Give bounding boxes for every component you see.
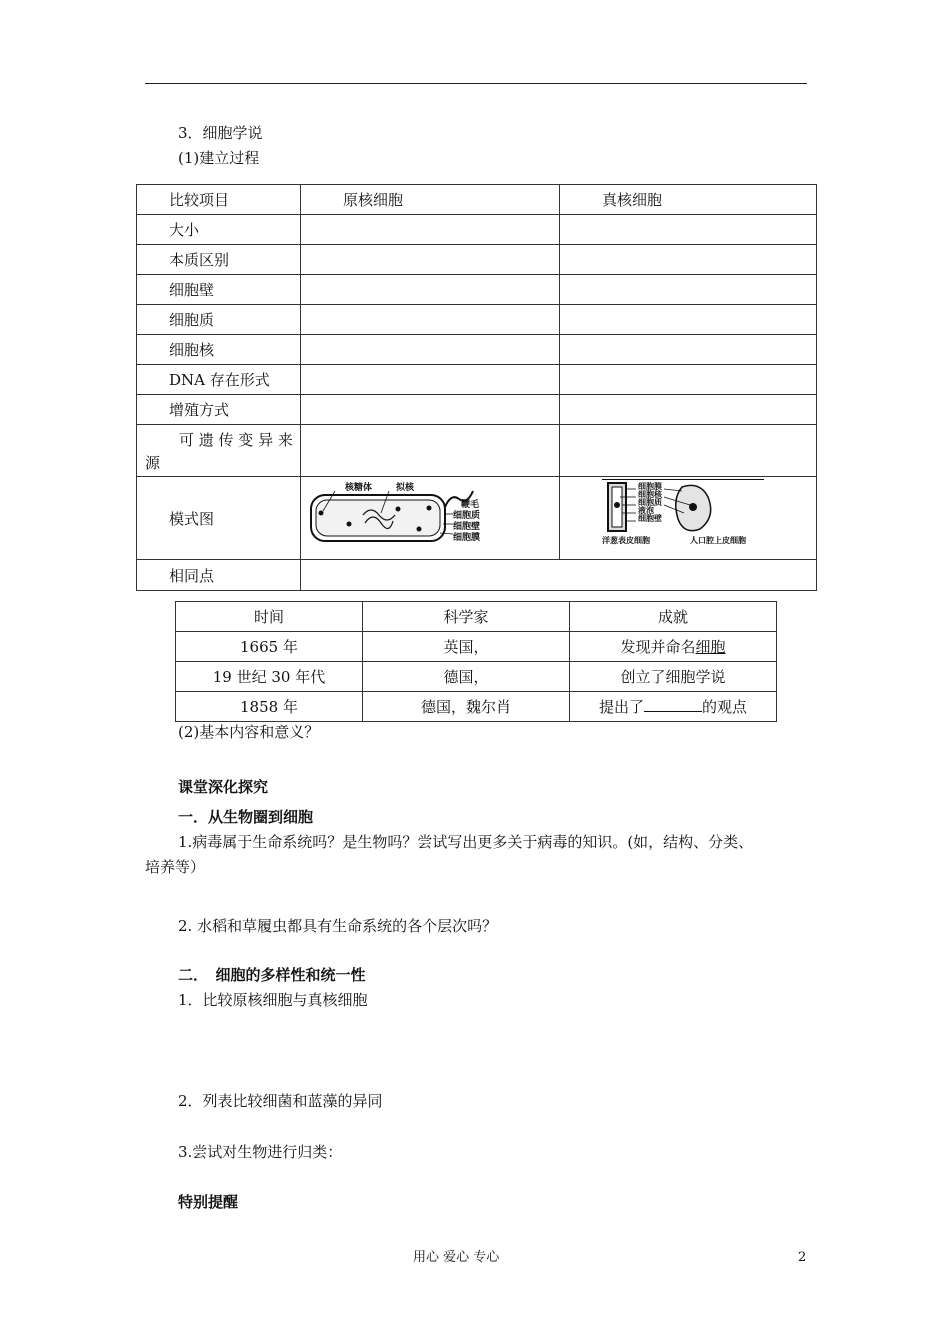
table-row (137, 395, 817, 425)
label-cell-wall: 细胞壁 (638, 514, 662, 523)
history-table (175, 601, 777, 722)
prokaryote-diagram-cell (301, 477, 560, 560)
table-row (137, 215, 817, 245)
label-cytoplasm: 细胞质 (453, 511, 481, 521)
ribosome-dot (427, 506, 432, 511)
question-text: 2. 水稻和草履虫都具有生命系统的各个层次吗？ (178, 917, 498, 935)
table-row (137, 275, 817, 305)
blank-cell (301, 365, 560, 395)
time-cell: 1665 年 (176, 632, 363, 662)
ribosome-dot (319, 511, 324, 516)
time-cell: 1858 年 (176, 692, 363, 722)
achievement-underlined: 细胞 (695, 638, 726, 656)
fill-in-blank (644, 697, 702, 712)
label-cell-wall: 细胞壁 (453, 522, 481, 532)
row-label: 细胞质 (137, 305, 301, 335)
achievement-cell (570, 632, 777, 662)
part2-title: 二． 细胞的多样性和统一性 (178, 966, 366, 984)
achievement-cell (570, 692, 777, 722)
label-cheek-cell: 人口腔上皮细胞 (690, 536, 746, 545)
blank-cell (560, 275, 817, 305)
blank-cell (301, 335, 560, 365)
table-row (137, 425, 817, 477)
blank-cell (301, 305, 560, 335)
blank-cell (301, 215, 560, 245)
table-row (137, 560, 817, 591)
table-row (137, 305, 817, 335)
header-cell: 比较项目 (137, 185, 301, 215)
header-cell: 真核细胞 (560, 185, 817, 215)
blank-cell (560, 245, 817, 275)
label-nucleus: 细胞核 (638, 490, 662, 499)
cheek-nucleus (689, 503, 697, 511)
scientist-cell: 英国， (363, 632, 570, 662)
page-number: 2 (798, 1250, 807, 1265)
table-row (137, 185, 817, 215)
blank-cell (560, 365, 817, 395)
blank-cell (301, 425, 560, 477)
time-cell: 19 世纪 30 年代 (176, 662, 363, 692)
onion-nucleus (614, 502, 620, 508)
prokaryote-cell-diagram (301, 477, 559, 555)
blank-cell (301, 245, 560, 275)
label-vacuole: 液泡 (638, 506, 654, 515)
footer-slogan: 用心 爱心 专心 (413, 1250, 500, 1265)
blank-cell (560, 395, 817, 425)
question-text: 培养等） (145, 858, 206, 876)
table-row (137, 365, 817, 395)
row-label: DNA 存在形式 (137, 365, 301, 395)
section-title: 课堂深化探究 (178, 778, 269, 796)
blank-cell (301, 560, 817, 591)
scientist-cell: 德国， (363, 662, 570, 692)
table-row (137, 477, 817, 560)
achievement-text: 提出了 (598, 698, 644, 716)
row-label: 细胞核 (137, 335, 301, 365)
header-cell: 科学家 (363, 602, 570, 632)
row-label: 细胞壁 (137, 275, 301, 305)
figure-top-rule (602, 479, 764, 480)
table-row (137, 245, 817, 275)
row-label-line: 源 (145, 453, 161, 472)
row-label-line: 可 遗 传 变 异 来 (179, 430, 293, 449)
table-row (137, 335, 817, 365)
cell-membrane-outline (316, 500, 440, 536)
achievement-text: 发现并命名 (620, 638, 696, 656)
achievement-text: 的观点 (702, 698, 748, 716)
blank-cell (560, 425, 817, 477)
label-membrane: 细胞膜 (638, 482, 662, 491)
scientist-cell: 德国，魏尔肖 (363, 692, 570, 722)
table-row (176, 632, 777, 662)
blank-cell (560, 215, 817, 245)
header-cell: 时间 (176, 602, 363, 632)
question-text: 3.尝试对生物进行归类： (178, 1143, 343, 1161)
blank-cell (301, 395, 560, 425)
row-label: 模式图 (137, 477, 301, 560)
label-nucleoid: 拟核 (396, 483, 415, 493)
label-ribosome: 核糖体 (345, 483, 373, 493)
question-text: 1．比较原核细胞与真核细胞 (178, 991, 368, 1009)
header-cell: 原核细胞 (301, 185, 560, 215)
row-label: 大小 (137, 215, 301, 245)
header-cell: 成就 (570, 602, 777, 632)
ribosome-dot (347, 522, 352, 527)
ribosome-dot (396, 507, 401, 512)
label-cytoplasm: 细胞质 (638, 498, 662, 507)
eukaryote-diagram-cell (560, 477, 817, 560)
question-text: 2．列表比较细菌和蓝藻的异同 (178, 1092, 383, 1110)
achievement-cell: 创立了细胞学说 (570, 662, 777, 692)
blank-cell (301, 275, 560, 305)
subheading-content: (2)基本内容和意义？ (178, 723, 320, 741)
row-label (137, 425, 301, 477)
label-membrane: 细胞膜 (453, 533, 481, 543)
header-rule (145, 83, 807, 84)
row-label: 本质区别 (137, 245, 301, 275)
eukaryote-cell-diagram (560, 477, 816, 555)
subheading-process: (1)建立过程 (178, 149, 260, 167)
label-flagellum: 鞭毛 (461, 500, 480, 510)
row-label: 相同点 (137, 560, 301, 591)
blank-cell (560, 335, 817, 365)
row-label: 增殖方式 (137, 395, 301, 425)
ribosome-dot (417, 527, 422, 532)
section-heading: 3．细胞学说 (178, 124, 263, 142)
blank-cell (560, 305, 817, 335)
table-row (176, 662, 777, 692)
label-onion-cell: 洋葱表皮细胞 (602, 536, 650, 545)
tip-title: 特别提醒 (178, 1193, 239, 1211)
part1-title: 一．从生物圈到细胞 (178, 808, 314, 826)
table-row (176, 692, 777, 722)
question-text: 1.病毒属于生命系统吗？是生物吗？尝试写出更多关于病毒的知识。(如，结构、分类、 (178, 833, 754, 851)
comparison-table (136, 184, 817, 591)
table-row (176, 602, 777, 632)
